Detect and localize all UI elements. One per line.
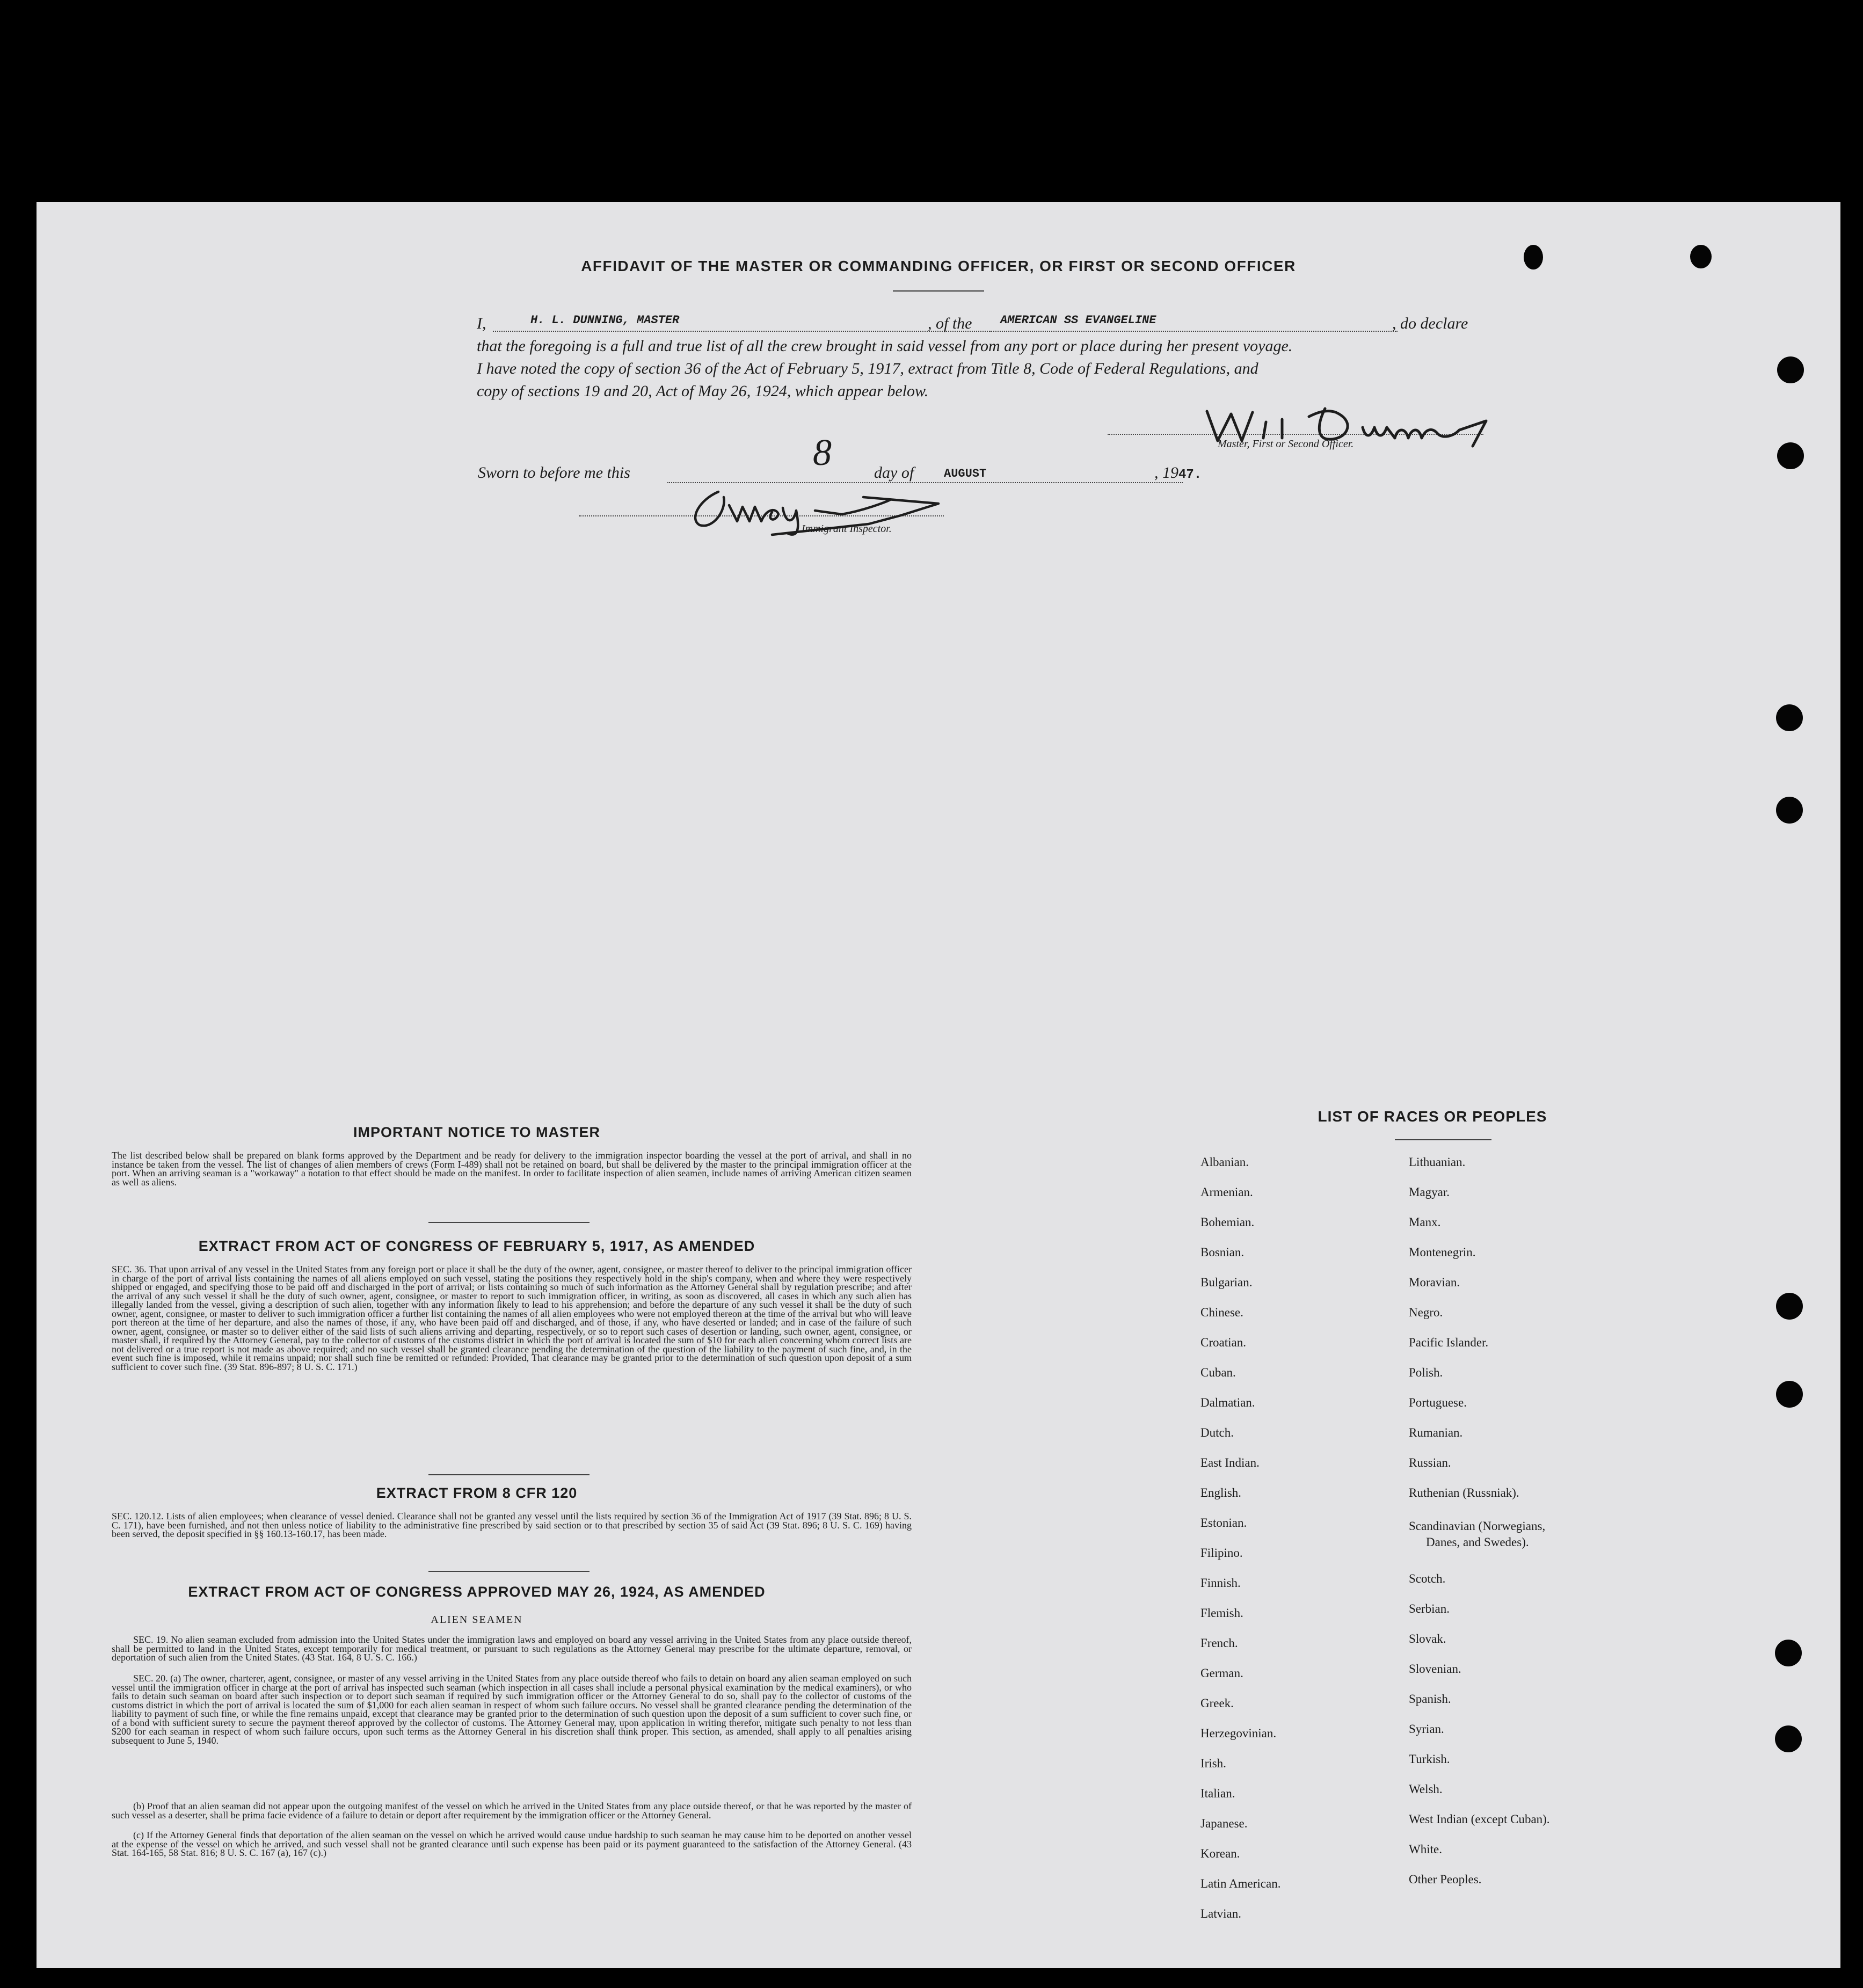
affidavit-title: AFFIDAVIT OF THE MASTER OR COMMANDING OFFICER, OR FIRST OR SECOND OFFICER [581, 258, 1296, 274]
race-item: Bulgarian. [1200, 1276, 1253, 1289]
month-value: AUGUST [944, 467, 987, 480]
race-item: Negro. [1409, 1306, 1443, 1319]
title-underline [893, 290, 984, 292]
extract-1917-title: EXTRACT FROM ACT OF CONGRESS OF FEBRUARY 5, 1917, AS AMENDED [198, 1238, 755, 1254]
sec-20a-body: SEC. 20. (a) The owner, charterer, agent, consignee, or master of any vessel arriving in the United States from any place outside thereof who fails to detain on board any alien seaman employed on such vessel until the immigration officer in charge at the port of arrival has inspected such seaman (which inspection in all cases shall include a personal physical examination by the medical examiners), or who fails to detain such seaman on board after such inspection or to deport such seaman if required by such immigration officer or the Attorney General to do so, shall pay to the collector of customs of the customs district in which the port of arrival is located the sum of $1,000 for each alien seaman in respect of whom such failure occurs. No vessel shall be granted clearance pending the determination of the liability to payment of such fine, or while the fine remains unpaid, except that clearance may be granted prior to the determination of such question upon the deposit of a sum sufficient to cover such fine, or of a bond with sufficient surety to secure the payment thereof approved by the collector of customs. The Attorney General may, upon application in writing therefor, mitigate such penalty to not less than $200 for each seaman in respect of whom such failure occurs, upon such terms as the Attorney General in his discretion shall think proper. This section, as amended, shall apply to all penalties arising subsequent to June 5, 1940. [112, 1673, 912, 1746]
year-text: , 19 [1154, 464, 1178, 482]
race-item: Rumanian. [1409, 1426, 1463, 1439]
race-item: Lithuanian. [1409, 1155, 1466, 1169]
sec-19-body: SEC. 19. No alien seaman excluded from admission into the United States under the immigration laws and employed on board any vessel arriving in the United States from any place outside thereof, shall be permitted to land in the United States, except temporarily for medical treatment, or pursuant to such regulations as the Attorney General may prescribe for the ultimate departure, removal, or deportation of such alien from the United States. (43 Stat. 164, 8 U. S. C. 166.) [112, 1634, 912, 1663]
race-item: Dutch. [1200, 1426, 1234, 1439]
race-item: Scandinavian (Norwegians, [1409, 1519, 1546, 1533]
vessel-name: AMERICAN SS EVANGELINE [1000, 314, 1156, 327]
title-underline [1395, 1139, 1491, 1140]
race-item: Korean. [1200, 1847, 1240, 1860]
year-prefix [1154, 464, 1202, 482]
race-item: Filipino. [1200, 1546, 1243, 1560]
affidavit-line-2: that the foregoing is a full and true list of all the crew brought in said vessel from any port or place during her present voyage. [477, 337, 1293, 355]
extract-1924-title: EXTRACT FROM ACT OF CONGRESS APPROVED MAY 26, 1924, AS AMENDED [188, 1584, 766, 1600]
of-the-text: , of the [928, 315, 972, 332]
inspector-label: Immigrant Inspector. [802, 523, 892, 535]
race-item: Syrian. [1409, 1722, 1444, 1736]
race-item: Serbian. [1409, 1602, 1450, 1615]
race-item: Russian. [1409, 1456, 1451, 1469]
dotted-rule [989, 331, 1398, 332]
race-item: Greek. [1200, 1696, 1234, 1710]
affidavit-i: I, [477, 315, 486, 332]
race-item: Estonian. [1200, 1516, 1247, 1530]
race-item: White. [1409, 1843, 1442, 1856]
year-value: 47. [1178, 468, 1202, 482]
race-item: English. [1200, 1486, 1242, 1499]
extract-1917-body: SEC. 36. That upon arrival of any vessel in the United States from any foreign port or place it shall be the duty of the owner, agent, consignee, or master thereof to deliver to the principal immigration officer in charge of the port of arrival lists containing the names of all aliens employed on such vessel, stating the positions they respectively hold in the ship's company, when and where they were respectively shipped or engaged, and specifying those to be paid off and discharged in the port of arrival; or lists containing so much of such information as the Attorney General shall by regulation prescribe; and after the arrival of any such vessel it shall be the duty of such owner, agent, consignee, or master to report to such immigration officer, in writing, as soon as discovered, all cases in which any such alien has illegally landed from the vessel, giving a description of such alien, together with any information likely to lead to his apprehension; and before the departure of any such vessel it shall be the duty of such owner, agent, consignee, or master to deliver to such immigration officer a further list containing the names of all alien employees who were not employed thereon at the time of the arrival but who will leave port thereon at the time of her departure, and also the names of those, if any, who have been paid off and discharged, and of those, if any, who have deserted or landed; and in case of the failure of such owner, agent, consignee, or master so to deliver either of the said lists of such aliens arriving and departing, respectively, or so to report such cases of desertion or landing, such owner, agent, consignee, or master shall, if required by the Attorney General, pay to the collector of customs of the customs district in which the port of arrival is located the sum of $10 for each alien concerning whom correct lists are not delivered or a true report is not made as above required; and no such vessel shall be granted clearance pending the determination of the question of the liability to the payment of such fine, and, in the event such fine is imposed, while it remains unpaid; nor shall such fine be remitted or refunded: Provided, That clearance may be granted prior to the determination of such question upon deposit of a sum sufficient to cover such fine. (39 Stat. 896-897; 8 U. S. C. 171.) [112, 1264, 912, 1372]
master-signature-label: Master, First or Second Officer. [1218, 438, 1354, 450]
race-item: German. [1200, 1666, 1243, 1680]
punch-hole [1775, 1725, 1802, 1752]
punch-hole [1776, 797, 1803, 824]
race-item: Cuban. [1200, 1366, 1236, 1379]
race-item: Manx. [1409, 1215, 1441, 1229]
extract-cfr-body: SEC. 120.12. Lists of alien employees; when clearance of vessel denied. Clearance shall not be granted any vessel until the lists required by section 36 of the Immigration Act of 1917 (39 Stat. 896; 8 U. S. C. 171), have been furnished, and not then unless notice of liability to the administrative fine prescribed by said section or to that prescribed by section 35 of said Act (39 Stat. 896; 8 U. S. C. 169) having been served, the deposit specified in §§ 160.13-160.17, has been made. [112, 1511, 912, 1539]
race-item: Polish. [1409, 1366, 1443, 1379]
race-item: West Indian (except Cuban). [1409, 1812, 1550, 1826]
race-item: Latin American. [1200, 1877, 1281, 1890]
section-divider [428, 1474, 590, 1475]
race-item: Irish. [1200, 1757, 1226, 1770]
race-item: Ruthenian (Russniak). [1409, 1486, 1519, 1499]
punch-hole [1776, 1381, 1803, 1408]
punch-hole [1777, 356, 1804, 383]
race-item: Herzegovinian. [1200, 1727, 1277, 1740]
race-item: Other Peoples. [1409, 1873, 1482, 1886]
race-item: Magyar. [1409, 1185, 1450, 1199]
race-item: Pacific Islander. [1409, 1336, 1489, 1349]
race-item: Bohemian. [1200, 1215, 1255, 1229]
punch-hole [1776, 1293, 1803, 1320]
race-item: Croatian. [1200, 1336, 1246, 1349]
sworn-text: Sworn to before me this [478, 464, 630, 482]
affidavit-line-4: copy of sections 19 and 20, Act of May 26, 1924, which appear below. [477, 382, 929, 400]
race-item: Dalmatian. [1200, 1396, 1255, 1409]
punch-hole [1777, 442, 1804, 469]
race-item: Turkish. [1409, 1752, 1450, 1766]
race-item: Slovenian. [1409, 1662, 1461, 1676]
race-item: East Indian. [1200, 1456, 1260, 1469]
race-item: Italian. [1200, 1787, 1235, 1800]
race-item: Scotch. [1409, 1572, 1446, 1585]
race-item: Flemish. [1200, 1606, 1243, 1620]
races-list-title: LIST OF RACES OR PEOPLES [1318, 1108, 1547, 1125]
race-item: Latvian. [1200, 1907, 1241, 1920]
punch-hole [1776, 704, 1803, 731]
sec-20c-body: (c) If the Attorney General finds that deportation of the alien seaman on the vessel on which he arrived would cause undue hardship to such seaman he may cause him to be deported on another vessel at the expense of the vessel on which he arrived, and such vessel shall not be granted clearance until such expense has been paid or its payment guaranteed to the satisfaction of the Attorney General. (43 Stat. 164-165, 58 Stat. 816; 8 U. S. C. 167 (a), 167 (c).) [112, 1830, 912, 1858]
form-page [37, 202, 1840, 1968]
race-item: French. [1200, 1636, 1238, 1650]
extract-cfr-title: EXTRACT FROM 8 CFR 120 [376, 1485, 578, 1501]
race-item: Chinese. [1200, 1306, 1243, 1319]
alien-seamen-heading: ALIEN SEAMEN [431, 1614, 523, 1626]
do-declare-text: , do declare [1392, 315, 1468, 332]
punch-hole [1775, 1640, 1802, 1666]
sec-20b-body: (b) Proof that an alien seaman did not appear upon the outgoing manifest of the vessel on which he arrived in the United States from any place outside thereof, or that he was reported by the master of such vessel as a deserter, shall be prima facie evidence of a failure to detain or deport after requirement by the immigration officer or the Attorney General. [112, 1801, 912, 1820]
race-item: Montenegrin. [1409, 1246, 1476, 1259]
section-divider [428, 1571, 590, 1572]
section-divider [428, 1222, 590, 1223]
day-value: 8 [813, 432, 832, 474]
race-item: Danes, and Swedes). [1426, 1535, 1529, 1549]
race-item: Bosnian. [1200, 1246, 1245, 1259]
notice-title: IMPORTANT NOTICE TO MASTER [353, 1124, 600, 1140]
race-item: Portuguese. [1409, 1396, 1467, 1409]
race-item: Albanian. [1200, 1155, 1249, 1169]
notice-body: The list described below shall be prepared on blank forms approved by the Department and be ready for delivery to the immigration inspector boarding the vessel at the port of arrival, and shall in no instance be taken from the vessel. The list of changes of alien members of crews (Form I-489) shall not be retained on board, but shall be delivered by the master to the principal immigration officer at the port. When an arriving seaman is a "workaway" a notation to that effect should be made on the manifest. In order to facilitate inspection of alien seamen, include names of arriving American citizen seamen as well as aliens. [112, 1150, 912, 1188]
master-name: H. L. DUNNING, MASTER [530, 314, 680, 327]
race-item: Japanese. [1200, 1817, 1248, 1830]
race-item: Finnish. [1200, 1576, 1241, 1590]
race-item: Slovak. [1409, 1632, 1446, 1645]
race-item: Armenian. [1200, 1185, 1253, 1199]
race-item: Spanish. [1409, 1692, 1451, 1706]
day-of-text: day of [874, 464, 914, 482]
race-item: Welsh. [1409, 1782, 1443, 1796]
affidavit-line-3: I have noted the copy of section 36 of the Act of February 5, 1917, extract from Title 8, Code of Federal Regulations, and [477, 360, 1258, 377]
race-item: Moravian. [1409, 1276, 1460, 1289]
